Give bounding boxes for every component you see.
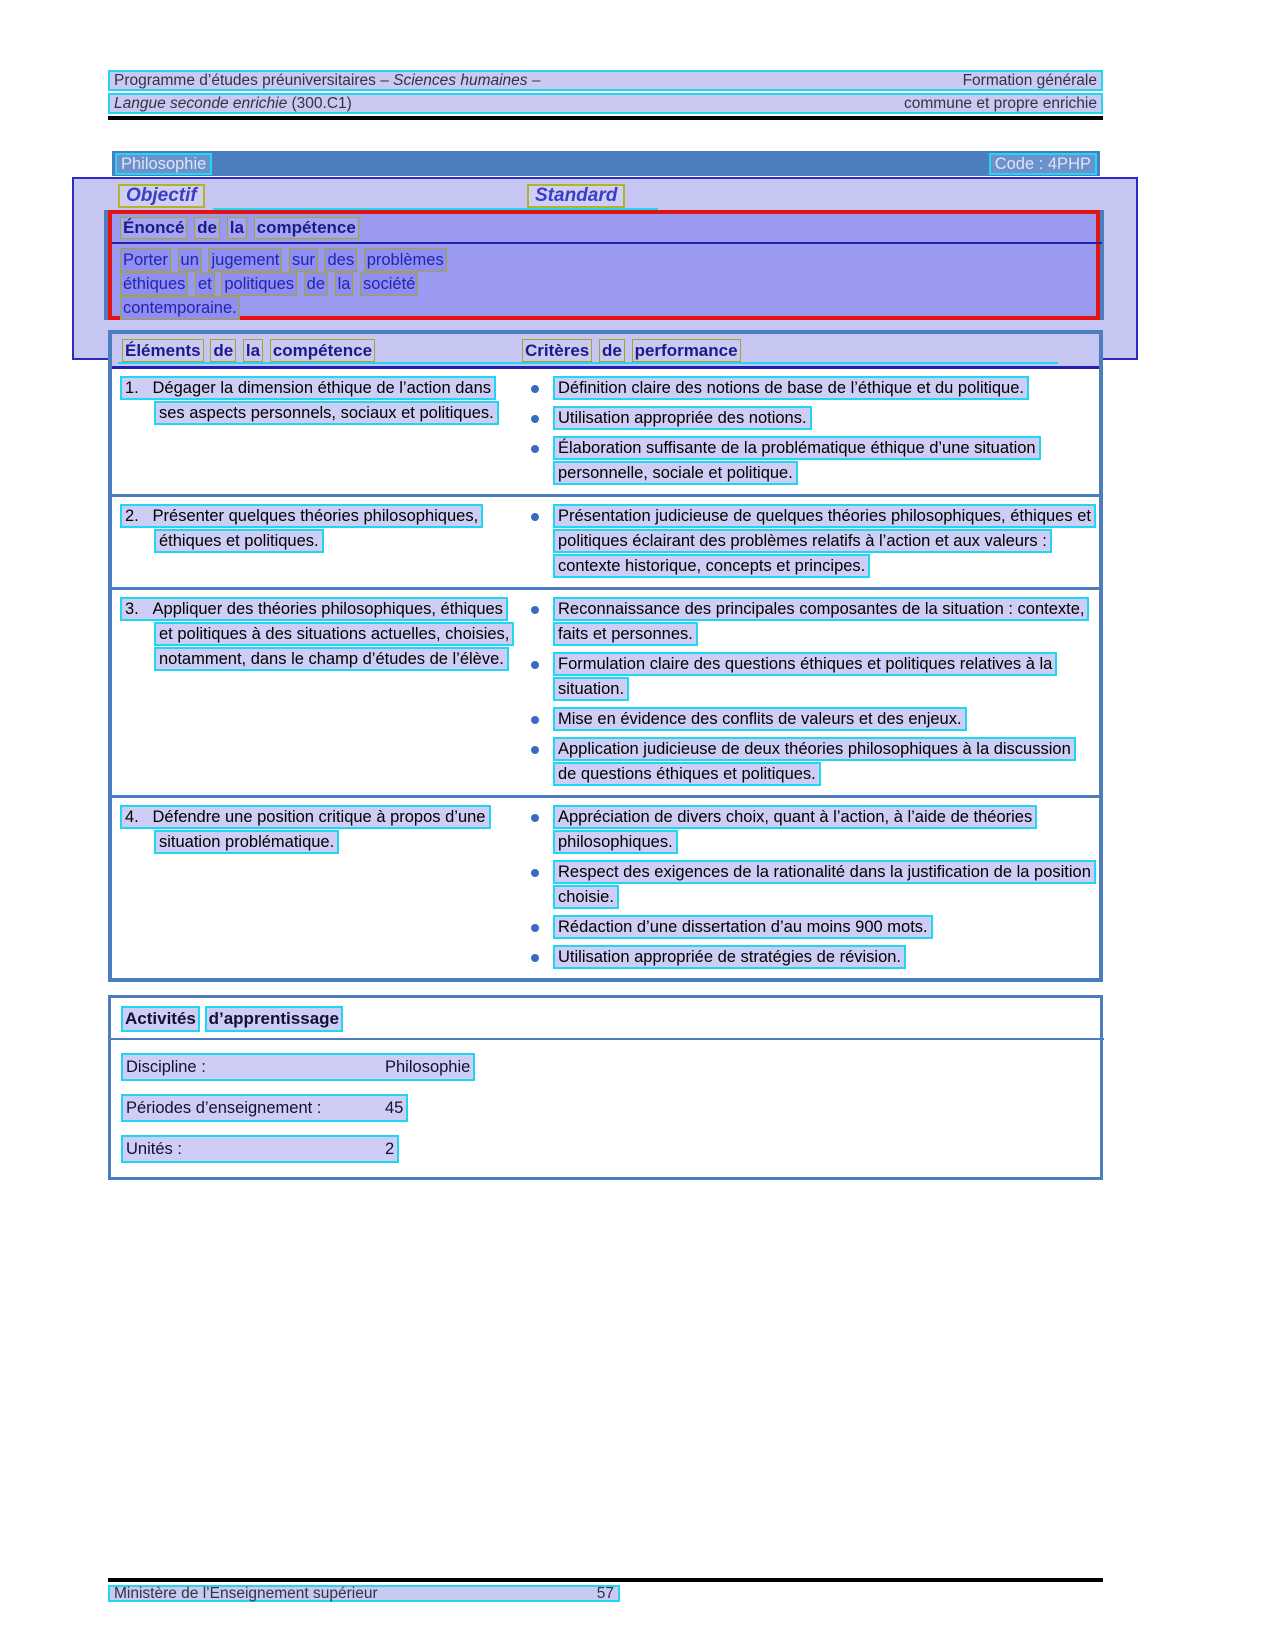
activity-value: 2 [385,1140,395,1158]
standard-label: Standard [527,184,625,208]
element-text: 2. Présenter quelques théories philosophiques, éthiques et politiques. [120,504,483,553]
criteria-cell [517,597,1099,787]
footer-band [108,1585,620,1602]
criterion-text: Utilisation appropriée de stratégies de révision. [553,945,906,969]
activity-label: Périodes d’enseignement : [126,1099,322,1117]
competence-table-header [112,334,1099,369]
activity-value: 45 [385,1099,404,1117]
criterion-text: Utilisation appropriée des notions. [553,406,812,430]
criterion-item [517,860,1091,910]
criterion-item [517,945,1091,970]
course-code: Code : 4PHP [989,153,1097,175]
bullet-icon [517,376,553,401]
criterion-item [517,805,1091,855]
course-title-bar [112,151,1100,176]
objectif-label: Objectif [118,184,205,208]
criterion-text: Mise en évidence des conflits de valeurs et des enjeux. [553,707,967,731]
header-line-1 [108,70,1103,91]
bullet-icon [517,707,553,732]
criterion-item [517,915,1091,940]
competence-table [108,330,1103,982]
page-footer [108,1578,1103,1602]
bullet-icon [517,597,553,647]
element-text: 1. Dégager la dimension éthique de l’action dans ses aspects personnels, sociaux et politiques. [120,376,499,425]
elements-header: Éléments de la compétence [122,339,522,362]
criterion-item [517,436,1091,486]
criteria-cell [517,805,1099,970]
table-row [112,494,1099,587]
criterion-item [517,652,1091,702]
criterion-item [517,597,1091,647]
header-line-2 [108,93,1103,114]
enonce-competence-box [108,210,1100,320]
bullet-icon [517,504,553,579]
criterion-text: Appréciation de divers choix, quant à l’action, à l’aide de théories philosophiques. [553,805,1037,854]
document-header [108,70,1103,114]
table-row [112,795,1099,978]
activity-label: Discipline : [126,1058,206,1076]
criteria-cell [517,376,1099,486]
header-line2-left: Langue seconde enrichie (300.C1) [114,94,352,112]
criteria-cell [517,504,1099,579]
header-rule [108,116,1103,120]
bullet-icon [517,805,553,855]
enonce-body: Porter un jugement sur des problèmes éthiques et politiques de la société contemporaine. [120,248,500,320]
criterion-text: Formulation claire des questions éthiques et politiques relatives à la situation. [553,652,1057,701]
header-line2-right: commune et propre enrichie [904,94,1097,112]
objectif-standard-row [118,184,1018,210]
bullet-icon [517,945,553,970]
bullet-icon [517,915,553,940]
bullet-icon [517,652,553,702]
activities-rows [121,1053,1100,1163]
enonce-divider [112,242,1102,244]
criterion-text: Définition claire des notions de base de l’éthique et du politique. [553,376,1029,400]
bullet-icon [517,860,553,910]
bullet-icon [517,737,553,787]
criteres-header: Critères de performance [522,339,743,362]
element-cell [112,597,517,787]
criterion-text: Rédaction d’une dissertation d’au moins 900 mots. [553,915,933,939]
footer-rule [108,1578,1103,1582]
header-line1-left: Programme d’études préuniversitaires – Sciences humaines – [114,71,541,89]
course-title: Philosophie [115,153,212,175]
element-cell [112,376,517,486]
table-row [112,587,1099,795]
activities-box [108,995,1103,1180]
criterion-item [517,406,1091,431]
criterion-item [517,707,1091,732]
element-cell [112,805,517,970]
activities-heading: Activités d’apprentissage [121,1006,1100,1032]
activity-row [121,1135,1100,1163]
enonce-heading: Énoncé de la compétence [120,217,1096,239]
activity-value: Philosophie [385,1058,471,1076]
bullet-icon [517,436,553,486]
criterion-text: Respect des exigences de la rationalité dans la justification de la position choisie. [553,860,1096,909]
element-text: 3. Appliquer des théories philosophiques, éthiques et politiques à des situations actuelles, choisies, notamment, dans le champ d’études de l’élève. [120,597,514,671]
criterion-text: Reconnaissance des principales composantes de la situation : contexte, faits et personnes. [553,597,1089,646]
header-line1-right: Formation générale [962,71,1097,89]
activity-row [121,1094,1100,1122]
criterion-text: Présentation judicieuse de quelques théories philosophiques, éthiques et politiques éclairant des problèmes relatifs à l’action et aux valeurs : contexte historique, concepts et principes. [553,504,1096,578]
footer-ministry: Ministère de l’Enseignement supérieur [114,1584,378,1602]
criterion-text: Application judicieuse de deux théories philosophiques à la discussion de questions éthiques et politiques. [553,737,1076,786]
activity-row [121,1053,1100,1081]
element-cell [112,504,517,579]
table-row [112,369,1099,494]
competence-table-rows [112,369,1099,978]
footer-page-number: 57 [596,1584,614,1602]
element-text: 4. Défendre une position critique à propos d’une situation problématique. [120,805,491,854]
activities-divider [111,1038,1104,1040]
criterion-item [517,504,1091,579]
criterion-item [517,737,1091,787]
criterion-item [517,376,1091,401]
activity-label: Unités : [126,1140,182,1158]
criterion-text: Élaboration suffisante de la problématique éthique d’une situation personnelle, sociale et politique. [553,436,1041,485]
bullet-icon [517,406,553,431]
